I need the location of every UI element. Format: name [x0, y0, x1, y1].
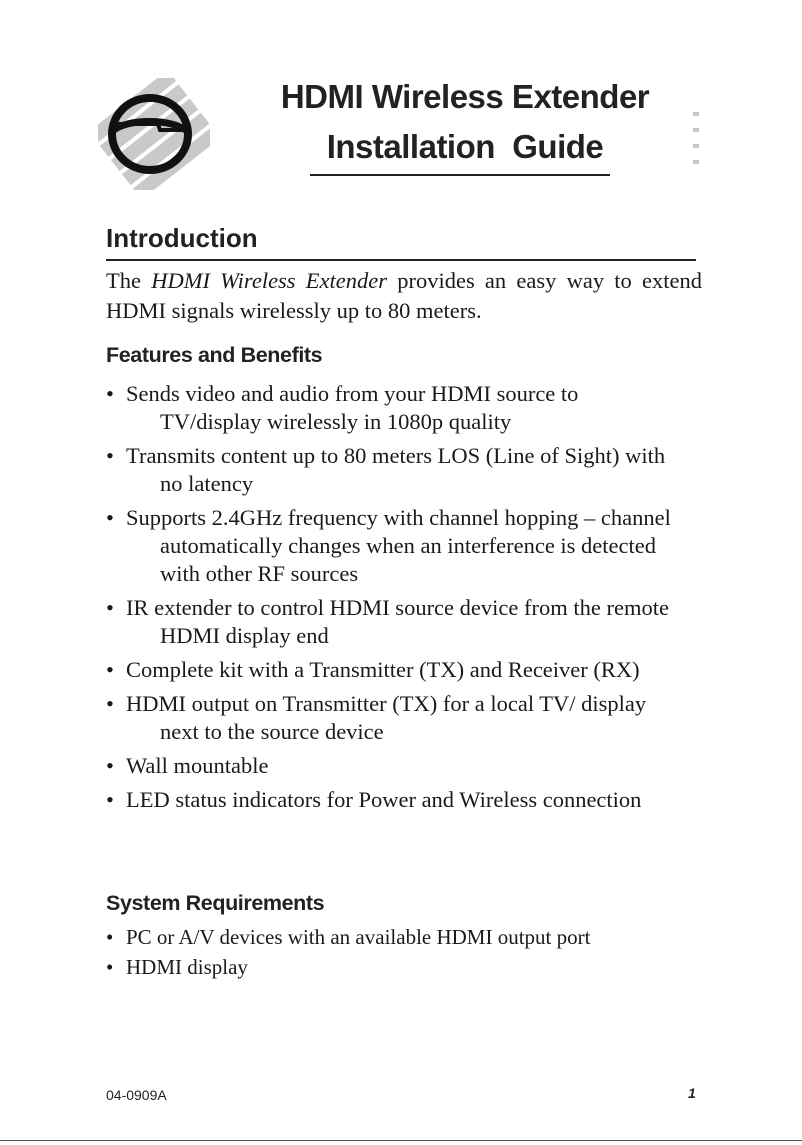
document-subtitle: Installation Guide [326, 128, 604, 165]
bullet-icon: • [106, 691, 114, 716]
document-code: 04-0909A [106, 1087, 167, 1103]
edge-crop-mark [693, 112, 699, 174]
requirement-item [106, 952, 702, 982]
product-name: HDMI Wireless Extender [151, 268, 387, 293]
feature-item [106, 504, 672, 588]
introduction-divider [106, 259, 696, 261]
feature-text: LED status indicators for Power and Wireless connection [126, 787, 642, 812]
bullet-icon: • [106, 381, 114, 406]
features-heading: Features and Benefits [106, 343, 323, 367]
requirement-text: HDMI display [126, 955, 248, 979]
bullet-icon: • [106, 657, 114, 682]
feature-item [106, 442, 672, 498]
requirement-item [106, 922, 702, 952]
system-requirements-list [106, 922, 702, 982]
brand-logo-icon [98, 78, 210, 190]
intro-text-after: provides an easy way to extend HDMI signals wirelessly up to 80 meters. [106, 268, 702, 323]
feature-text: Supports 2.4GHz frequency with channel hopping – channel automatically changes when an interference is detected with other RF sources [126, 505, 671, 586]
feature-item [106, 752, 672, 780]
bullet-icon: • [106, 753, 114, 778]
feature-item [106, 594, 672, 650]
feature-text: HDMI output on Transmitter (TX) for a local TV/ display next to the source device [126, 691, 647, 744]
title-underline [310, 174, 610, 176]
requirement-text: PC or A/V devices with an available HDMI output port [126, 925, 591, 949]
feature-item [106, 786, 672, 814]
features-list [106, 380, 672, 820]
bullet-icon: • [106, 443, 114, 468]
feature-text: Sends video and audio from your HDMI source to TV/display wirelessly in 1080p quality [126, 381, 579, 434]
page-bottom-edge [0, 1140, 802, 1141]
bullet-icon: • [106, 787, 114, 812]
system-requirements-heading: System Requirements [106, 891, 325, 915]
feature-text: Wall mountable [126, 753, 269, 778]
introduction-heading: Introduction [106, 223, 258, 253]
introduction-paragraph [106, 266, 702, 326]
document-title: HDMI Wireless Extender [280, 78, 650, 115]
feature-text: Complete kit with a Transmitter (TX) and Receiver (RX) [126, 657, 640, 682]
intro-text-before: The [106, 268, 152, 293]
feature-item [106, 656, 672, 684]
feature-item [106, 690, 672, 746]
bullet-icon: • [106, 595, 114, 620]
feature-text: IR extender to control HDMI source device from the remote HDMI display end [126, 595, 669, 648]
feature-text: Transmits content up to 80 meters LOS (Line of Sight) with no latency [126, 443, 666, 496]
feature-item [106, 380, 672, 436]
bullet-icon: • [106, 955, 114, 979]
bullet-icon: • [106, 505, 114, 530]
page-number: 1 [688, 1085, 696, 1101]
bullet-icon: • [106, 925, 114, 949]
